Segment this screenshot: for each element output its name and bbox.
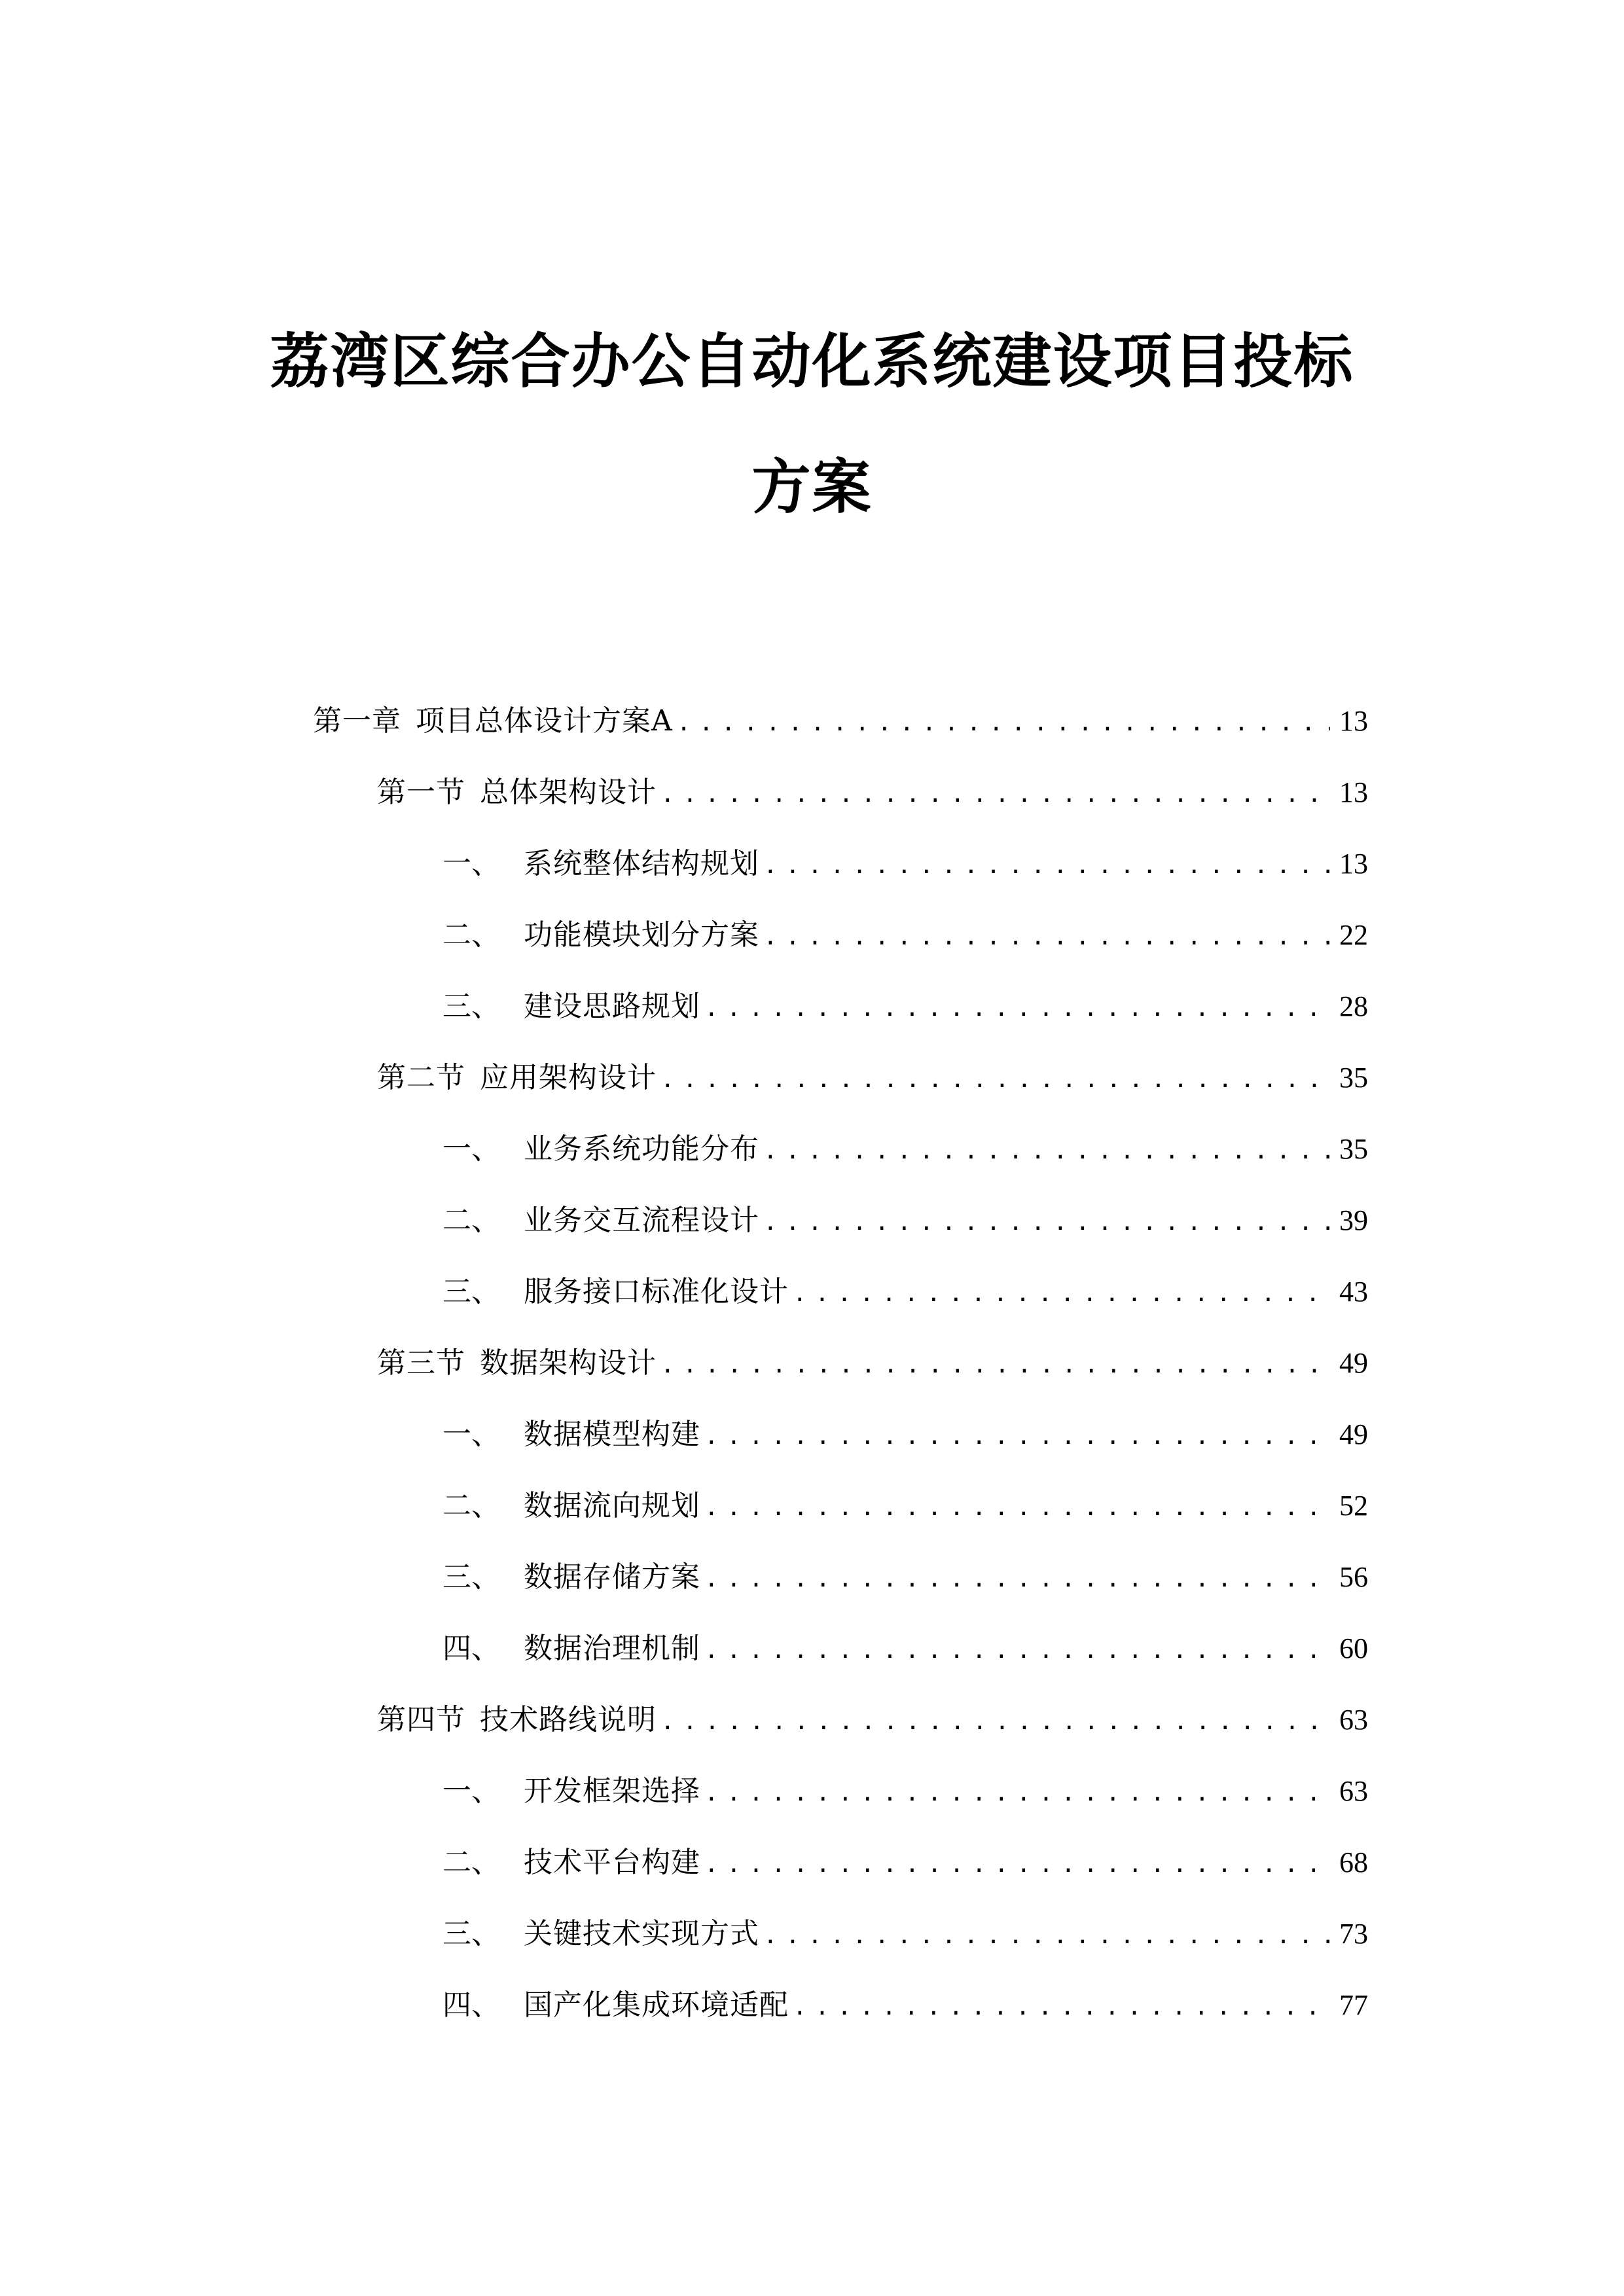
dot-leader xyxy=(704,1631,1330,1670)
toc-entry-label: 服务接口标准化设计 xyxy=(524,1275,789,1308)
dot-leader xyxy=(763,1203,1330,1242)
toc-entry-section-2[interactable] xyxy=(377,1058,1368,1098)
toc-entry-label: 业务交互流程设计 xyxy=(524,1204,759,1237)
dot-leader xyxy=(793,1988,1330,2027)
toc-entry-subsection[interactable] xyxy=(442,1772,1368,1811)
toc-entry-page: 28 xyxy=(1339,990,1368,1022)
toc-entry-number: 第二节 xyxy=(377,1061,465,1094)
toc-entry-number: 一、 xyxy=(442,1774,500,1808)
toc-entry-subsection[interactable] xyxy=(442,916,1368,955)
toc-entry-page: 63 xyxy=(1339,1704,1368,1736)
toc-entry-number: 一、 xyxy=(442,847,500,880)
toc-entry-subsection[interactable] xyxy=(442,987,1368,1026)
dot-leader xyxy=(660,1346,1330,1385)
toc-entry-page: 77 xyxy=(1339,1989,1368,2021)
toc-entry-section-1[interactable] xyxy=(377,773,1368,812)
dot-leader xyxy=(677,704,1330,743)
toc-entry-number: 二、 xyxy=(442,1846,500,1879)
toc-entry-section-4[interactable] xyxy=(377,1700,1368,1740)
toc-entry-number: 第三节 xyxy=(377,1346,465,1380)
toc-entry-page: 13 xyxy=(1339,705,1368,737)
toc-entry-section-3[interactable] xyxy=(377,1344,1368,1383)
toc-entry-label: 数据架构设计 xyxy=(480,1346,657,1380)
toc-entry-label: 业务系统功能分布 xyxy=(524,1132,759,1166)
toc-entry-label: 关键技术实现方式 xyxy=(524,1917,759,1950)
toc-entry-label: 国产化集成环境适配 xyxy=(524,1988,789,2022)
toc-entry-label: 功能模块划分方案 xyxy=(524,918,759,952)
toc-entry-number: 三、 xyxy=(442,1917,500,1950)
toc-entry-subsection[interactable] xyxy=(442,1272,1368,1312)
toc-entry-label: 总体架构设计 xyxy=(480,776,657,809)
toc-entry-chapter-1[interactable] xyxy=(313,702,1368,741)
dot-leader xyxy=(793,1274,1330,1314)
document-title-line-1: 荔湾区综合办公自动化系统建设项目投标 xyxy=(270,327,1354,396)
toc-entry-number: 一、 xyxy=(442,1132,500,1166)
dot-leader xyxy=(763,1132,1330,1171)
toc-entry-subsection[interactable] xyxy=(442,1558,1368,1597)
dot-leader xyxy=(763,918,1330,957)
toc-entry-subsection[interactable] xyxy=(442,1201,1368,1240)
dot-leader xyxy=(763,1916,1330,1956)
toc-entry-number: 第一节 xyxy=(377,776,465,809)
dot-leader xyxy=(704,1560,1330,1599)
toc-entry-subsection[interactable] xyxy=(442,1914,1368,1954)
toc-entry-label: 数据流向规划 xyxy=(524,1489,700,1522)
toc-entry-number: 三、 xyxy=(442,1560,500,1594)
toc-entry-number: 一、 xyxy=(442,1418,500,1451)
toc-entry-label: 数据存储方案 xyxy=(524,1560,700,1594)
dot-leader xyxy=(660,1060,1330,1100)
dot-leader xyxy=(763,846,1330,886)
toc-entry-page: 22 xyxy=(1339,919,1368,951)
toc-entry-label: 系统整体结构规划 xyxy=(524,847,759,880)
toc-entry-label: 项目总体设计方案A xyxy=(416,704,673,738)
toc-entry-number: 四、 xyxy=(442,1988,500,2022)
toc-entry-subsection[interactable] xyxy=(442,1486,1368,1526)
dot-leader xyxy=(704,1417,1330,1456)
document-title-line-2: 方案 xyxy=(751,453,873,522)
toc-entry-label: 开发框架选择 xyxy=(524,1774,700,1808)
toc-entry-number: 第四节 xyxy=(377,1703,465,1736)
toc-entry-label: 数据治理机制 xyxy=(524,1632,700,1665)
toc-entry-page: 52 xyxy=(1339,1490,1368,1522)
toc-entry-page: 49 xyxy=(1339,1347,1368,1379)
toc-entry-page: 56 xyxy=(1339,1561,1368,1593)
toc-entry-page: 49 xyxy=(1339,1418,1368,1450)
toc-entry-subsection[interactable] xyxy=(442,844,1368,884)
toc-entry-label: 技术路线说明 xyxy=(480,1703,657,1736)
toc-entry-page: 35 xyxy=(1339,1062,1368,1094)
toc-entry-page: 43 xyxy=(1339,1276,1368,1308)
toc-entry-page: 39 xyxy=(1339,1204,1368,1236)
toc-entry-label: 数据模型构建 xyxy=(524,1418,700,1451)
dot-leader xyxy=(704,1488,1330,1528)
toc-entry-label: 应用架构设计 xyxy=(480,1061,657,1094)
toc-entry-subsection[interactable] xyxy=(442,1130,1368,1169)
dot-leader xyxy=(660,1702,1330,1742)
toc-entry-subsection[interactable] xyxy=(442,1986,1368,2025)
toc-entry-subsection[interactable] xyxy=(442,1843,1368,1882)
dot-leader xyxy=(704,1845,1330,1884)
toc-entry-number: 二、 xyxy=(442,918,500,952)
toc-entry-subsection[interactable] xyxy=(442,1629,1368,1668)
toc-entry-number: 二、 xyxy=(442,1489,500,1522)
toc-entry-page: 13 xyxy=(1339,848,1368,880)
toc-entry-page: 63 xyxy=(1339,1775,1368,1807)
toc-entry-page: 13 xyxy=(1339,776,1368,808)
toc-entry-number: 第一章 xyxy=(313,704,401,738)
toc-entry-page: 60 xyxy=(1339,1632,1368,1664)
toc-entry-page: 35 xyxy=(1339,1133,1368,1165)
toc-entry-number: 三、 xyxy=(442,990,500,1023)
dot-leader xyxy=(704,1774,1330,1813)
toc-entry-page: 68 xyxy=(1339,1846,1368,1878)
toc-entry-number: 四、 xyxy=(442,1632,500,1665)
dot-leader xyxy=(704,989,1330,1028)
dot-leader xyxy=(660,775,1330,814)
toc-entry-label: 技术平台构建 xyxy=(524,1846,700,1879)
toc-entry-subsection[interactable] xyxy=(442,1415,1368,1454)
toc-entry-label: 建设思路规划 xyxy=(524,990,700,1023)
toc-entry-number: 二、 xyxy=(442,1204,500,1237)
toc-entry-page: 73 xyxy=(1339,1918,1368,1950)
toc-entry-number: 三、 xyxy=(442,1275,500,1308)
